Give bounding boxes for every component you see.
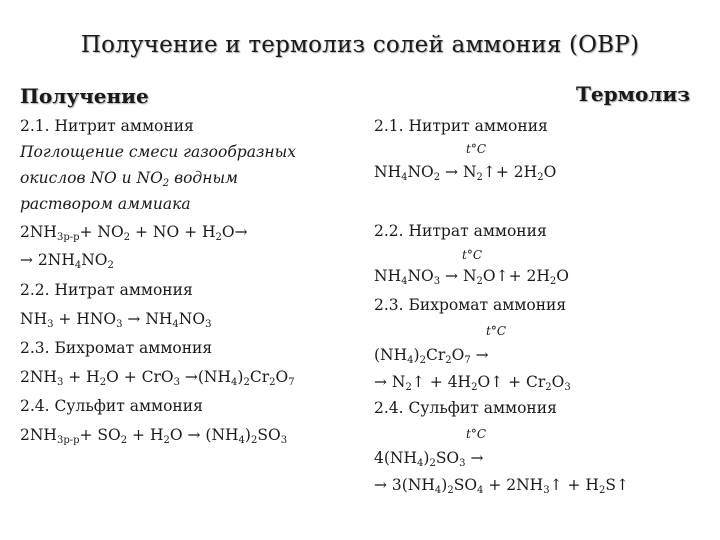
temperature-label-4: t°C bbox=[466, 427, 487, 441]
right-item-nitrite: 2.1. Нитрит аммония bbox=[374, 117, 548, 135]
left-equation-sulfite: $2NH_{3р-р}+ SO_2 + H_2O \to (NH_4)_2SO_3$ bbox=[20, 426, 288, 446]
right-equation-dichromate-2: → $N_2↑$ + $4H_2O↑ + Cr_2O_3$ bbox=[374, 373, 571, 393]
left-item-nitrate: 2.2. Нитрат аммония bbox=[20, 281, 193, 299]
right-item-nitrate: 2.2. Нитрат аммония bbox=[374, 222, 547, 240]
left-description-line-3: раствором аммиака bbox=[20, 195, 191, 213]
left-equation-nitrite-2: → $2NH_4NO_2$ bbox=[20, 251, 114, 271]
left-equation-nitrite-1: $2NH_{3р-р}+ NO_2$ + NO + $H_2O\to$ bbox=[20, 223, 248, 243]
left-equation-nitrate: $NH_3 + HNO_3 \to NH_4NO_3$ bbox=[20, 310, 212, 330]
left-item-nitrite: 2.1. Нитрит аммония bbox=[20, 117, 194, 135]
right-equation-sulfite-1: $4(NH_4)_2SO_3$ → bbox=[374, 449, 484, 469]
right-item-sulfite: 2.4. Сульфит аммония bbox=[374, 399, 557, 417]
temperature-label-1: t°C bbox=[466, 142, 487, 156]
right-item-dichromate: 2.3. Бихромат аммония bbox=[374, 296, 567, 314]
left-equation-dichromate: $2NH_3 + H_2O + CrO_3 \to(NH_4)_2Cr_2O_7$ bbox=[20, 368, 295, 388]
temperature-label-2: t°C bbox=[462, 248, 483, 262]
right-equation-nitrate: $NH_4NO_3$ → $N_2O↑+ 2H_2O$ bbox=[374, 267, 569, 287]
right-heading: Термолиз bbox=[576, 82, 691, 106]
left-description-line-1: Поглощение смеси газообразных bbox=[20, 143, 297, 161]
right-equation-dichromate-1: $(NH_4)_2Cr_2O_7$ → bbox=[374, 346, 489, 366]
temperature-label-3: t°C bbox=[486, 324, 507, 338]
left-heading: Получение bbox=[20, 84, 149, 108]
left-item-dichromate: 2.3. Бихромат аммония bbox=[20, 339, 213, 357]
right-equation-nitrite: $NH_4NO_2$ → $N_2↑+ 2H_2O$ bbox=[374, 163, 557, 183]
right-equation-sulfite-2: → $3(NH_4)_2SO_4$ + $2NH_3↑$ + $H_2S↑$ bbox=[374, 476, 629, 496]
slide-title: Получение и термолиз солей аммония (ОВР) bbox=[80, 32, 640, 58]
left-description-line-2: окислов NO и $NO_2$ водным bbox=[20, 169, 238, 189]
left-item-sulfite: 2.4. Сульфит аммония bbox=[20, 397, 203, 415]
